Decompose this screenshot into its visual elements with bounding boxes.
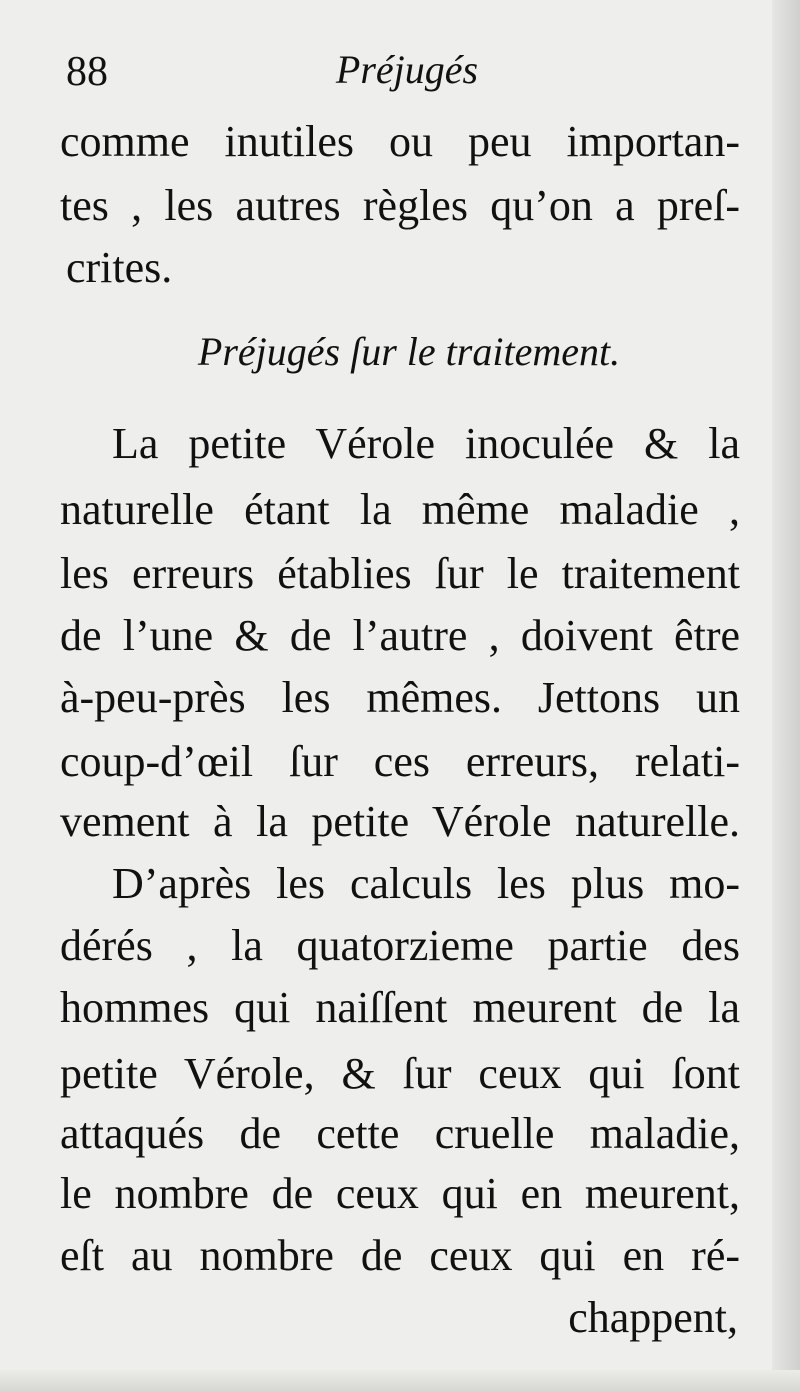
paragraph-2-line-7: eſt au nombre de ceux qui en ré- [60, 1231, 740, 1280]
section-heading: Préjugés ſur le traitement. [197, 329, 621, 374]
paragraph-2-line-4: petite Vérole, & ſur ceux qui ſont [60, 1049, 740, 1098]
paragraph-2-line-6: le nombre de ceux qui en meurent, [60, 1169, 740, 1218]
running-head: Préjugés [335, 47, 479, 92]
paragraph-2-line-1: D’après les calculs les plus mo- [112, 859, 740, 908]
paragraph-1-line-2: naturelle étant la même maladie , [60, 485, 740, 534]
text-line-3: crites. [66, 243, 173, 292]
paragraph-2-line-2: dérés , la quatorzieme partie des [60, 921, 740, 970]
text-line-2: tes , les autres règles qu’on a preſ- [60, 181, 740, 230]
paragraph-1-line-4: de l’une & de l’autre , doivent être [60, 611, 740, 660]
paragraph-2-line-8: chappent, [568, 1293, 738, 1342]
paragraph-1-line-5: à-peu-près les mêmes. Jettons un [60, 673, 740, 722]
page-number: 88 [66, 49, 108, 95]
paragraph-2-line-3: hommes qui naiſſent meurent de la [60, 983, 740, 1032]
text-line-1: comme inutiles ou peu importan- [60, 117, 740, 166]
paragraph-1-line-3: les erreurs établies ſur le traitement [60, 549, 740, 598]
paragraph-1-line-7: vement à la petite Vérole naturelle. [60, 797, 740, 846]
paragraph-2-line-5: attaqués de cette cruelle maladie, [60, 1109, 740, 1158]
page-edge-shadow [772, 0, 800, 1392]
paragraph-1-line-6: coup-d’œil ſur ces erreurs, relati- [60, 737, 740, 786]
paragraph-1-line-1: La petite Vérole inoculée & la [112, 419, 740, 468]
page-bottom-edge [0, 1370, 800, 1392]
